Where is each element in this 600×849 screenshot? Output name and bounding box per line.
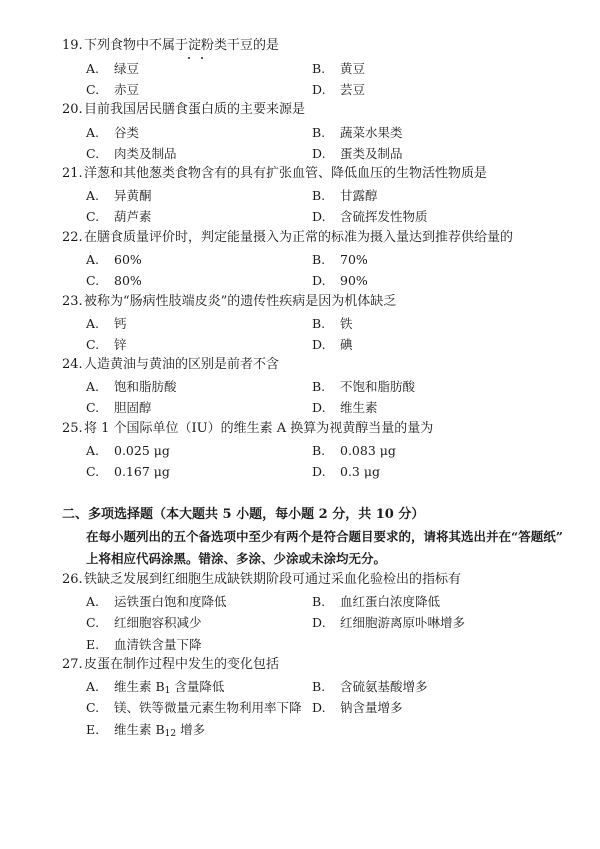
question-27: 27.皮蛋在制作过程中发生的变化包括	[62, 657, 280, 672]
option-24-d: D. 维生素	[312, 400, 378, 415]
option-26-d: D. 红细胞游离原卟啉增多	[312, 615, 466, 630]
section-title: 二、多项选择题（本大题共 5 小题，每小题 2 分，共 10 分）	[62, 507, 425, 522]
option-19-b: B. 黄豆	[312, 61, 366, 76]
option-22-b: B. 70%	[312, 252, 368, 267]
option-25-a: A. 0.025 μg	[86, 443, 170, 458]
option-27-c: C. 镁、铁等微量元素生物利用率下降	[86, 700, 302, 715]
option-25-b: B. 0.083 μg	[312, 443, 396, 458]
option-23-a: A. 钙	[86, 316, 127, 331]
option-19-d: D. 芸豆	[312, 82, 366, 97]
option-26-e: E. 血清铁含量下降	[86, 637, 202, 652]
option-27-a: A. 维生素 $B_1$ 含量降低	[86, 679, 225, 696]
option-23-d: D. 碘	[312, 337, 353, 352]
option-19-c: C. 赤豆	[86, 82, 140, 97]
option-23-b: B. 铁	[312, 316, 353, 331]
option-21-c: C. 葫芦素	[86, 209, 152, 224]
option-22-d: D. 90%	[312, 273, 368, 288]
option-25-d: D. 0.3 μg	[312, 464, 380, 479]
section-instructions-line2: 上将相应代码涂黑。错涂、多涂、少涂或未涂均无分。	[86, 551, 387, 566]
option-20-a: A. 谷类	[86, 125, 140, 140]
option-24-a: A. 饱和脂肪酸	[86, 379, 177, 394]
question-26: 26.铁缺乏发展到红细胞生成缺铁期阶段可通过采血化验检出的指标有	[62, 572, 462, 587]
option-22-a: A. 60%	[86, 252, 142, 267]
section-instructions-line1: 在每小题列出的五个备选项中至少有两个是符合题目要求的，请将其选出并在“答题纸”	[86, 529, 563, 544]
option-21-a: A. 异黄酮	[86, 188, 152, 203]
option-24-b: B. 不饱和脂肪酸	[312, 379, 416, 394]
emphasis-dot	[188, 57, 190, 59]
option-24-c: C. 胆固醇	[86, 400, 152, 415]
question-23: 23.被称为“肠病性肢端皮炎”的遗传性疾病是因为机体缺乏	[62, 294, 397, 309]
question-text: 下列食物中不属于淀粉类干豆的是	[84, 38, 280, 53]
emphasis-dot	[201, 57, 203, 59]
option-26-b: B. 血红蛋白浓度降低	[312, 594, 441, 609]
option-26-a: A. 运铁蛋白饱和度降低	[86, 594, 227, 609]
question-22: 22.在膳食质量评价时，判定能量摄入为正常的标准为摄入量达到推荐供给量的	[62, 230, 514, 245]
option-21-b: B. 甘露醇	[312, 188, 378, 203]
option-27-b: B. 含硫氨基酸增多	[312, 679, 428, 694]
option-26-c: C. 红细胞容积减少	[86, 615, 202, 630]
option-20-b: B. 蔬菜水果类	[312, 125, 403, 140]
option-23-c: C. 锌	[86, 337, 127, 352]
question-24: 24.人造黄油与黄油的区别是前者不含	[62, 357, 280, 372]
option-22-c: C. 80%	[86, 273, 142, 288]
option-20-d: D. 蛋类及制品	[312, 146, 403, 161]
question-number: 19.	[62, 38, 83, 53]
question-25: 25.将 1 个国际单位（IU）的维生素 A 换算为视黄醇当量的量为	[62, 421, 434, 436]
option-25-c: C. 0.167 μg	[86, 464, 170, 479]
question-19	[62, 38, 279, 54]
option-21-d: D. 含硫挥发性物质	[312, 209, 428, 224]
option-27-e: E. 维生素 $B_{12}$ 增多	[86, 722, 206, 739]
question-20: 20.目前我国居民膳食蛋白质的主要来源是	[62, 102, 306, 117]
option-27-d: D. 钠含量增多	[312, 700, 403, 715]
option-20-c: C. 肉类及制品	[86, 146, 177, 161]
question-21: 21.洋葱和其他葱类食物含有的具有扩张血管、降低血压的生物活性物质是	[62, 166, 488, 181]
option-19-a: A. 绿豆	[86, 61, 140, 76]
